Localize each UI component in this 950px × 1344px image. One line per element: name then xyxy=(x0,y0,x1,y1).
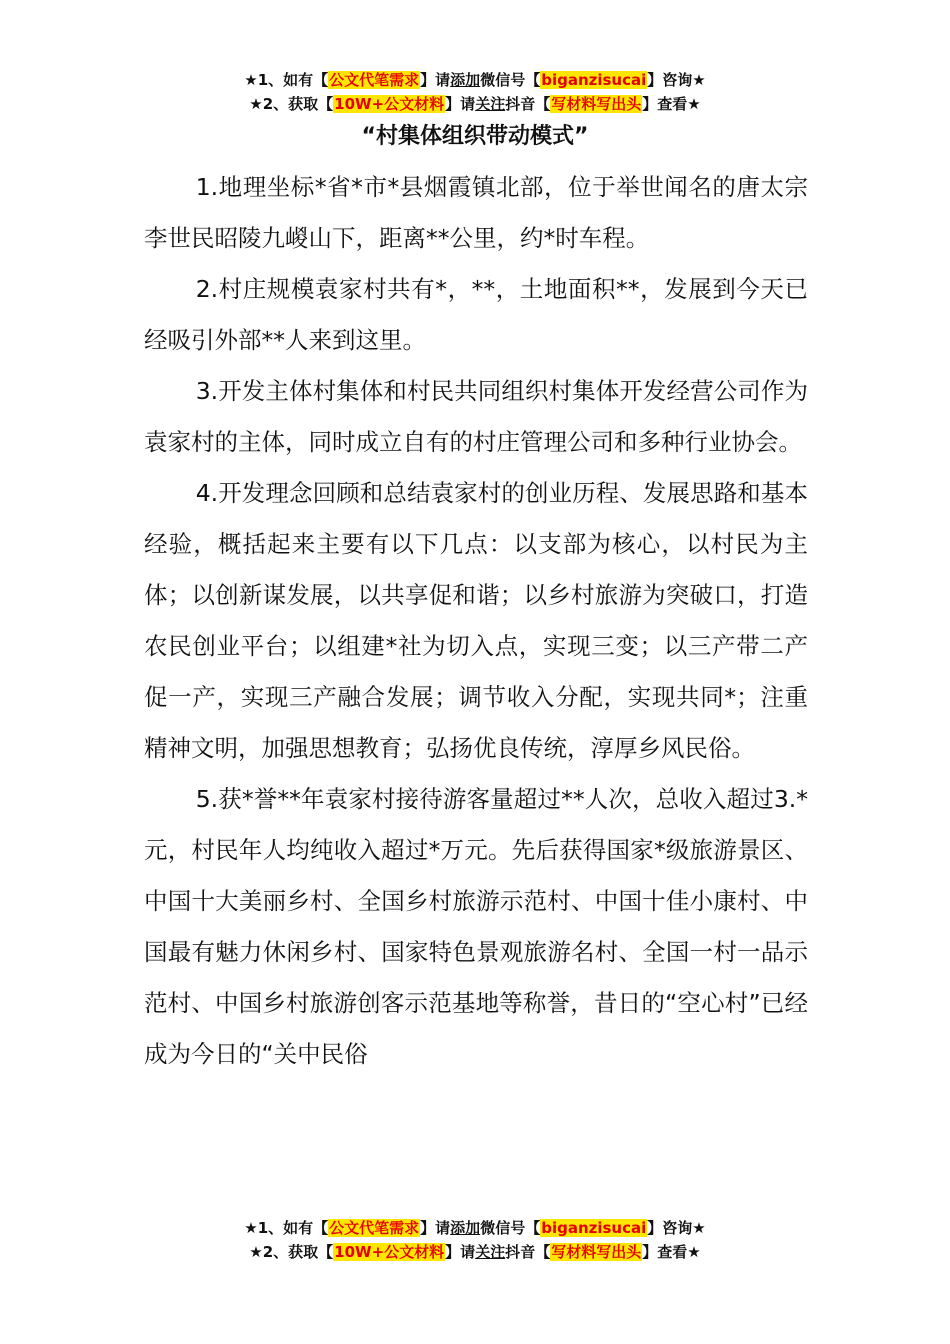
promo-text: 】请 xyxy=(420,1219,451,1237)
star-icon: ★ xyxy=(687,95,701,113)
promo-text: 微信号【 xyxy=(480,1219,541,1237)
promo-text: 抖音【 xyxy=(505,1243,551,1261)
paragraph: 3.开发主体村集体和村民共同组织村集体开发经营公司作为袁家村的主体，同时成立自有的村庄管理公司和多种行业协会。 xyxy=(144,377,808,456)
promo-text: 1、如有【 xyxy=(257,71,329,89)
promo-underlined-text: 关注 xyxy=(475,1243,506,1261)
promo-line-2 xyxy=(0,92,950,116)
document-title: “村集体组织带动模式” xyxy=(361,124,589,149)
promo-underlined-text: 添加 xyxy=(450,71,481,89)
promo-highlight: 10W+公文材料 xyxy=(334,95,445,113)
header-promo-banner xyxy=(0,68,950,116)
star-icon: ★ xyxy=(687,1243,701,1261)
promo-text: 2、获取【 xyxy=(262,95,334,113)
paragraph: 5.获*誉**年袁家村接待游客量超过**人次，总收入超过3.*元，村民年人均纯收入超过*万元。先后获得国家*级旅游景区、中国十大美丽乡村、全国乡村旅游示范村、中国十佳小康村、中国最有魅力休闲乡村、国家特色景观旅游名村、全国一村一品示范村、中国乡村旅游创客示范基地等称誉，昔日的“空心村”已经成为今日的“关中民俗 xyxy=(144,785,808,1068)
star-icon: ★ xyxy=(249,1243,263,1261)
promo-underlined-text: 关注 xyxy=(475,95,506,113)
promo-wechat-id: biganzisucai xyxy=(541,1219,647,1237)
promo-underlined-text: 添加 xyxy=(450,1219,481,1237)
document-body xyxy=(144,162,808,1080)
promo-line-1 xyxy=(0,1216,950,1240)
promo-text: 】请 xyxy=(445,1243,476,1261)
promo-douyin-id: 写材料写出头 xyxy=(551,1243,642,1261)
promo-text: 抖音【 xyxy=(505,95,551,113)
star-icon: ★ xyxy=(249,95,263,113)
promo-wechat-id: biganzisucai xyxy=(541,71,647,89)
star-icon: ★ xyxy=(244,71,258,89)
promo-highlight: 10W+公文材料 xyxy=(334,1243,445,1261)
promo-text: 】咨询 xyxy=(647,1219,693,1237)
promo-text: 】咨询 xyxy=(647,71,693,89)
paragraph: 4.开发理念回顾和总结袁家村的创业历程、发展思路和基本经验，概括起来主要有以下几点：以支部为核心，以村民为主体；以创新谋发展，以共享促和谐；以乡村旅游为突破口，打造农民创业平台；以组建*社为切入点，实现三变；以三产带二产促一产，实现三产融合发展；调节收入分配，实现共同*；注重精神文明，加强思想教育；弘扬优良传统，淳厚乡风民俗。 xyxy=(144,479,808,762)
promo-text: 】查看 xyxy=(642,95,688,113)
star-icon: ★ xyxy=(692,1219,706,1237)
promo-text: 微信号【 xyxy=(480,71,541,89)
promo-line-2 xyxy=(0,1240,950,1264)
star-icon: ★ xyxy=(244,1219,258,1237)
promo-line-1 xyxy=(0,68,950,92)
paragraph: 1.地理坐标*省*市*县烟霞镇北部，位于举世闻名的唐太宗李世民昭陵九嵕山下，距离**公里，约*时车程。 xyxy=(144,173,808,252)
paragraph: 2.村庄规模袁家村共有*，**，土地面积**，发展到今天已经吸引外部**人来到这里。 xyxy=(144,275,808,354)
promo-text: 】查看 xyxy=(642,1243,688,1261)
promo-text: 1、如有【 xyxy=(257,1219,329,1237)
promo-text: 】请 xyxy=(445,95,476,113)
footer-promo-banner xyxy=(0,1216,950,1264)
promo-text: 2、获取【 xyxy=(262,1243,334,1261)
promo-douyin-id: 写材料写出头 xyxy=(551,95,642,113)
star-icon: ★ xyxy=(692,71,706,89)
promo-highlight: 公文代笔需求 xyxy=(329,1219,420,1237)
promo-text: 】请 xyxy=(420,71,451,89)
promo-highlight: 公文代笔需求 xyxy=(329,71,420,89)
